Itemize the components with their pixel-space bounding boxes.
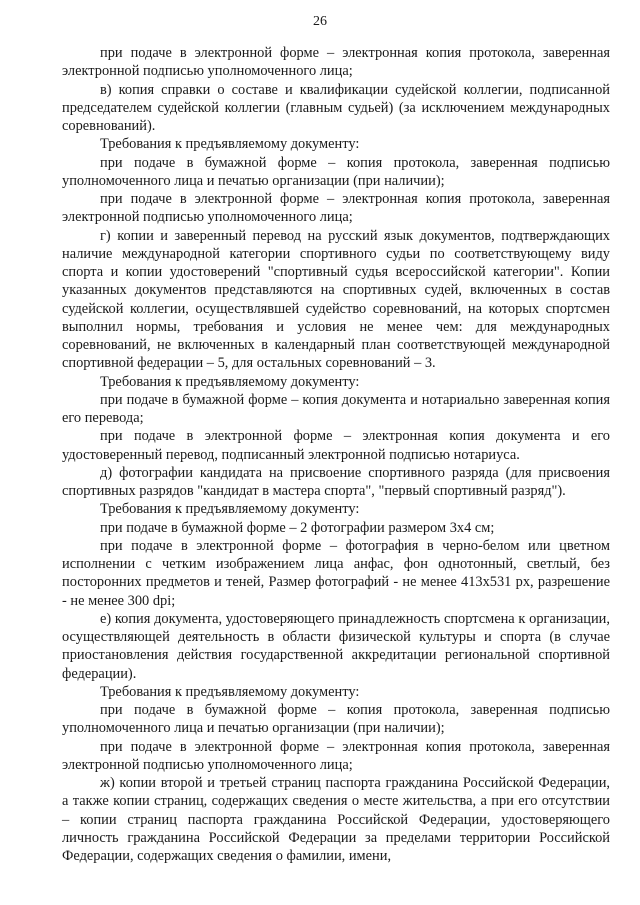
paragraph: при подаче в бумажной форме – 2 фотографии размером 3х4 см; [100, 519, 495, 536]
paragraph: при подаче в бумажной форме – копия протокола, заверенная подписью уполномоченного лица и печатью организации (при наличии); [62, 154, 610, 189]
paragraph: Требования к предъявляемому документу: [100, 683, 360, 700]
paragraph: ж) копии второй и третьей страниц паспорта гражданина Российской Федерации, а также копии страниц, содержащих сведения о месте жительства, а при его отсутствии – копии страниц паспорта гражданина Российской Федерации, удостоверяющего личность гражданина Российской Федерации за пределами территории Российской Федерации, содержащих сведения о фамилии, имени, [62, 775, 610, 864]
paragraph: при подаче в бумажной форме – копия протокола, заверенная подписью уполномоченного лица и печатью организации (при наличии); [62, 702, 610, 737]
paragraph: при подаче в электронной форме – электронная копия протокола, заверенная электронной подписью уполномоченного лица; [62, 738, 610, 773]
paragraph: при подаче в электронной форме – электронная копия протокола, заверенная электронной подписью уполномоченного лица; [62, 45, 610, 80]
paragraph: е) копия документа, удостоверяющего принадлежность спортсмена к организации, осуществляющей деятельность в области физической культуры и спорта (в случае приостановления действия государственной аккредитации региональной спортивной федерации). [62, 610, 610, 682]
paragraph: при подаче в электронной форме – фотография в черно-белом или цветном исполнении с четким изображением лица анфас, фон однотонный, светлый, без посторонних предметов и теней, Размер фотографий - не менее 413х531 px, разрешение - не менее 300 dpi; [62, 537, 610, 609]
paragraph: при подаче в бумажной форме – копия документа и нотариально заверенная копия его перевода; [62, 391, 610, 426]
paragraph: при подаче в электронной форме – электронная копия документа и его удостоверенный перевод, подписанный электронной подписью нотариуса. [62, 428, 610, 463]
paragraph: Требования к предъявляемому документу: [100, 136, 360, 153]
document-body [62, 44, 610, 865]
paragraph: г) копии и заверенный перевод на русский язык документов, подтверждающих наличие международной категории спортивного судьи по соответствующему виду спорта и копии удостоверений "спортивный судья всероссийской категории". Копии указанных документов представляются на спортивных судей, включенных в состав судейской коллегии, осуществлявшей судейство соревнований, на которых спортсмен выполнил нормы, требования и условия не менее чем: для международных соревнований, не включенных в календарный план соответствующей международной спортивной федерации – 5, для остальных соревнований – 3. [62, 227, 610, 372]
paragraph: Требования к предъявляемому документу: [100, 501, 360, 518]
paragraph: д) фотографии кандидата на присвоение спортивного разряда (для присвоения спортивных разрядов "кандидат в мастера спорта", "первый спортивный разряд"). [62, 464, 610, 499]
paragraph: Требования к предъявляемому документу: [100, 373, 360, 390]
paragraph: при подаче в электронной форме – электронная копия протокола, заверенная электронной подписью уполномоченного лица; [62, 191, 610, 226]
paragraph: в) копия справки о составе и квалификации судейской коллегии, подписанной председателем судейской коллегии (главным судьей) (за исключением международных соревнований). [62, 81, 610, 134]
page-number: 26 [313, 14, 327, 29]
